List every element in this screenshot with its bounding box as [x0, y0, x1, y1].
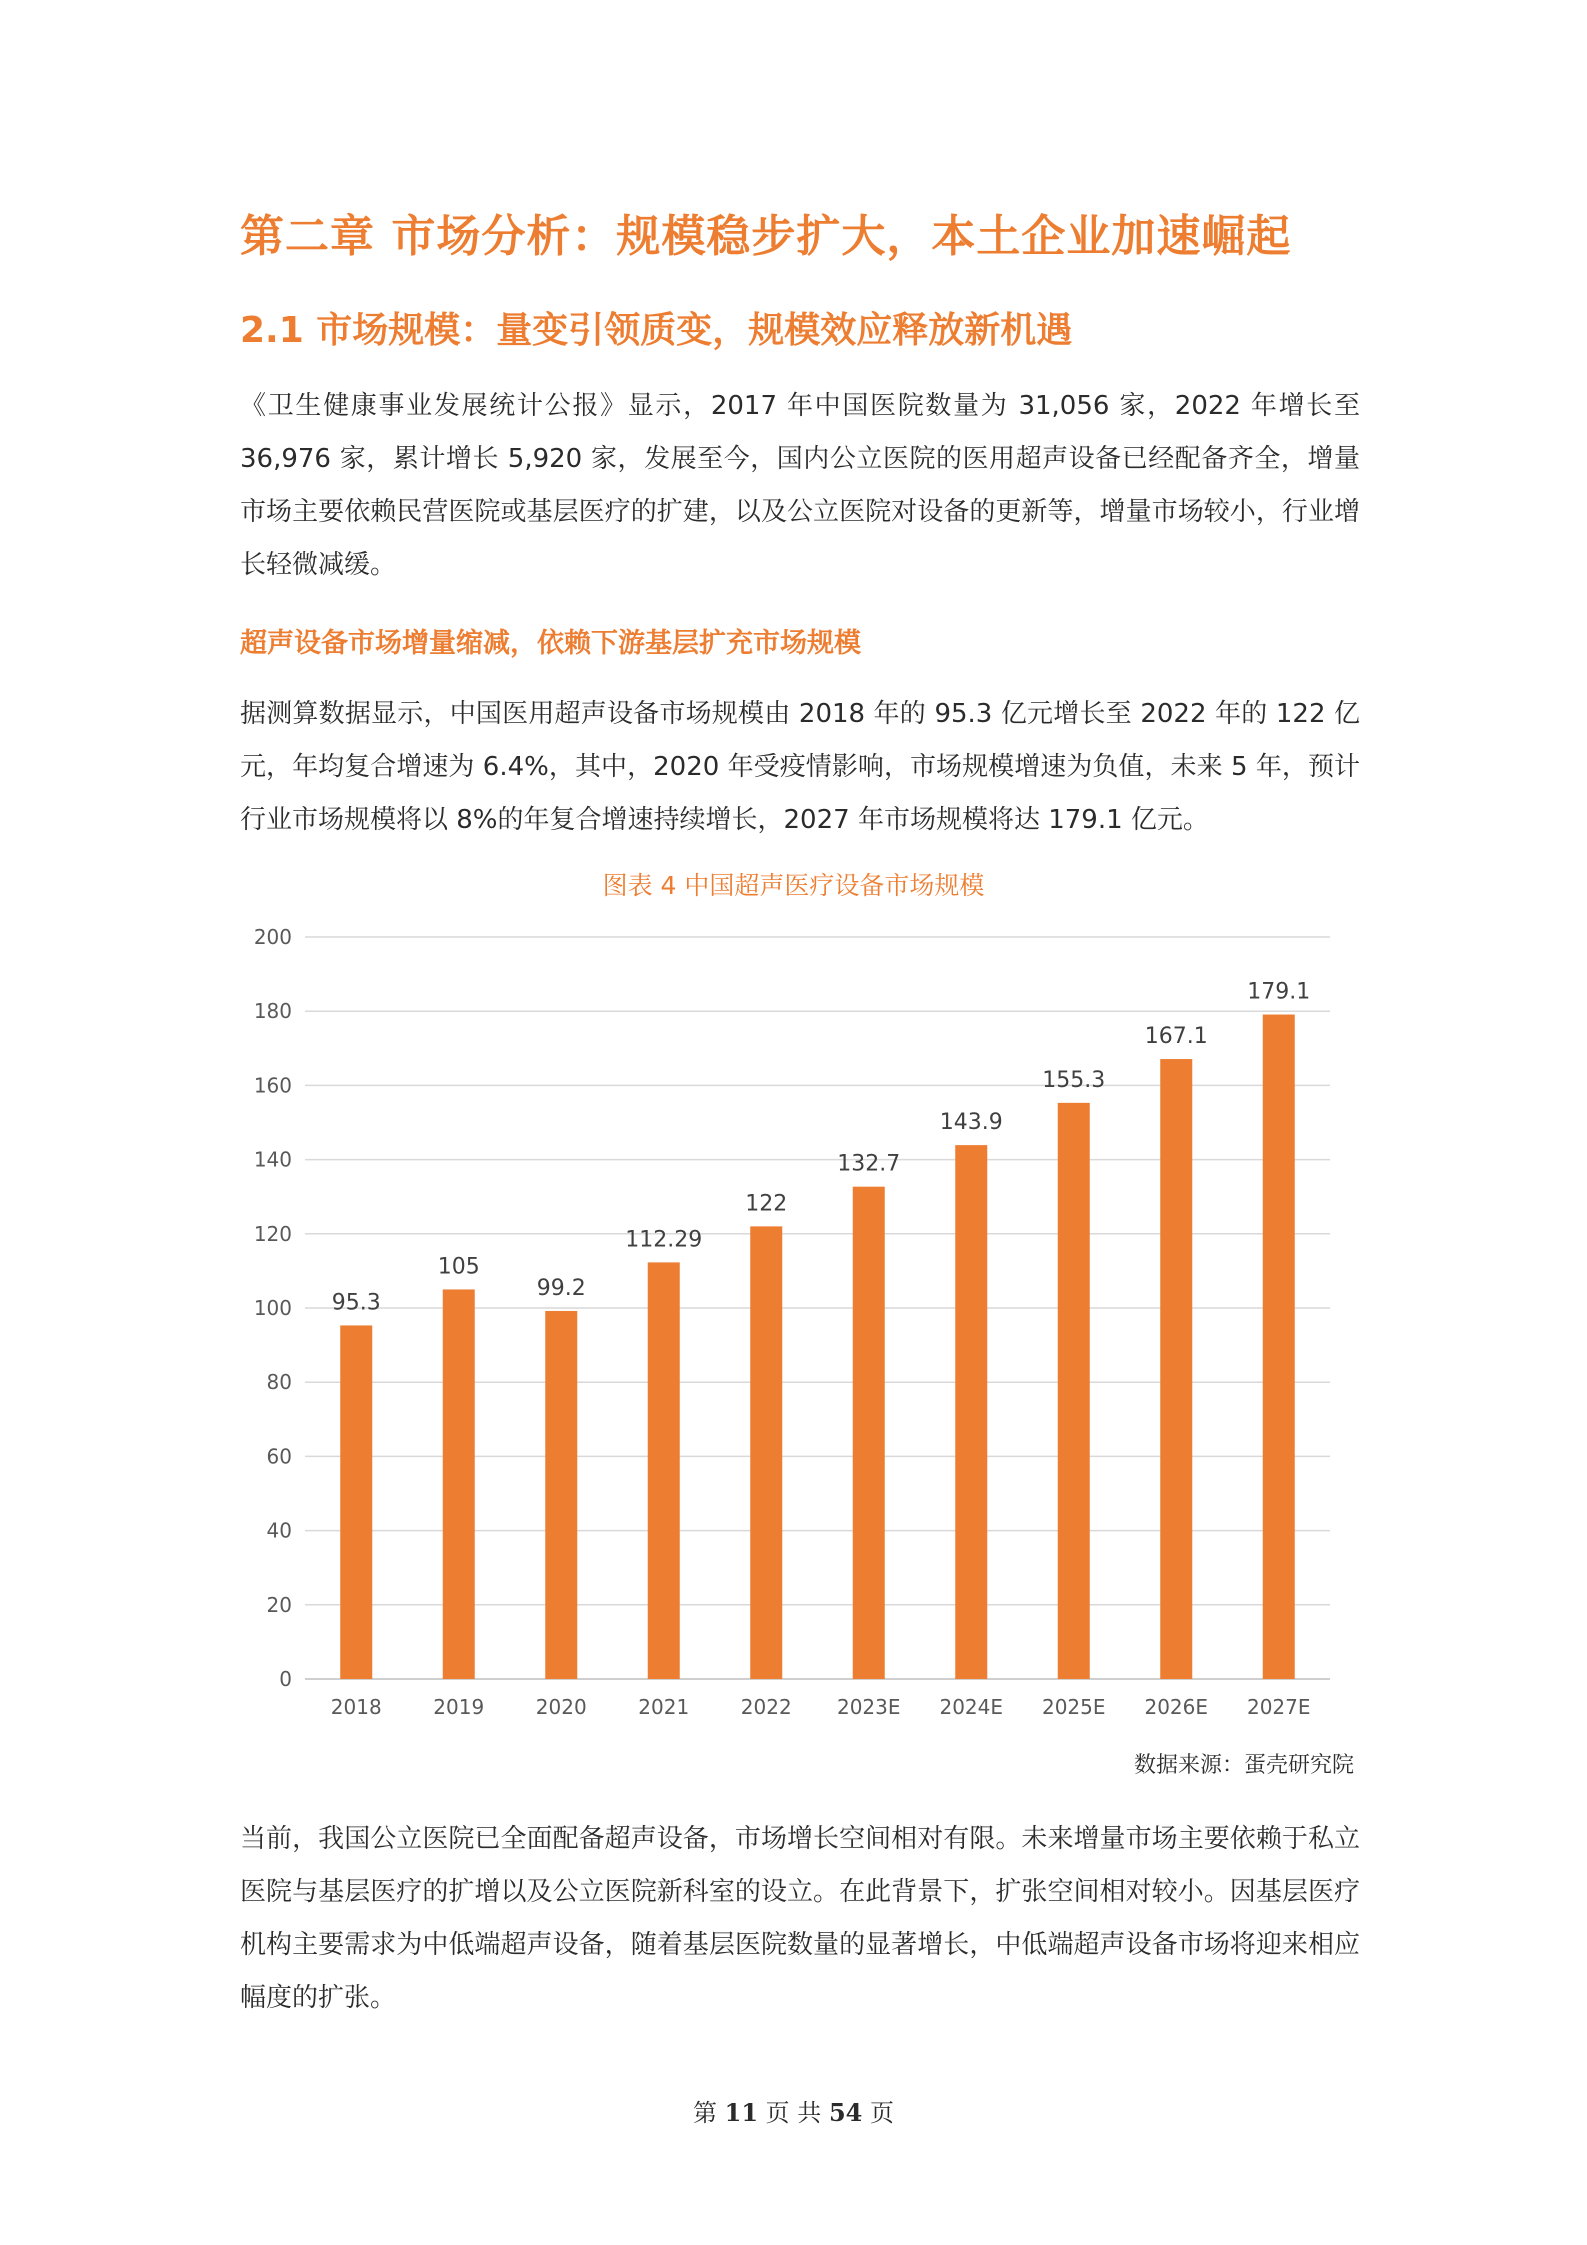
bar-2019	[443, 1289, 475, 1679]
footer-prefix: 第	[692, 2099, 717, 2127]
bar-2022	[750, 1226, 782, 1679]
bar-chart-svg	[230, 910, 1360, 1730]
x-tick-label-2024E: 2024E	[939, 1695, 1004, 1719]
paragraph-estimate	[240, 688, 1360, 847]
bar-2025E	[1058, 1103, 1090, 1679]
x-tick-label-2020: 2020	[535, 1695, 587, 1719]
chart-caption: 图表 4 中国超声医疗设备市场规模	[602, 871, 985, 900]
data-label-2020: 99.2	[536, 1275, 586, 1301]
data-label-2021: 112.29	[625, 1227, 703, 1253]
y-tick-label-40: 40	[266, 1518, 292, 1543]
y-tick-label-20: 20	[266, 1592, 292, 1617]
y-tick-label-160: 160	[253, 1073, 292, 1098]
data-label-2023E: 132.7	[837, 1151, 901, 1177]
data-label-2024E: 143.9	[939, 1110, 1003, 1136]
x-tick-label-2023E: 2023E	[836, 1695, 901, 1719]
x-tick-label-2021: 2021	[638, 1695, 690, 1719]
paragraph-intro-text: 《卫生健康事业发展统计公报》显示，2017 年中国医院数量为 31,056 家，2022 年增长至 36,976 家，累计增长 5,920 家，发展至今，国内公立医院的医用超声设备已经配备齐全，增量市场主要依赖民营医院或基层医疗的扩建，以及公立医院对设备的更新等，增量市场较小，行业增长轻微减缓。	[240, 391, 1360, 580]
paragraph-outlook	[240, 1813, 1360, 2025]
data-label-2018: 95.3	[331, 1290, 381, 1316]
footer-suffix: 页	[870, 2099, 894, 2127]
bar-2020	[545, 1311, 577, 1679]
bar-2021	[648, 1262, 680, 1679]
section-title: 2.1 市场规模：量变引领质变，规模效应释放新机遇	[240, 310, 1073, 351]
bar-2023E	[853, 1187, 885, 1679]
x-tick-label-2027E: 2027E	[1246, 1695, 1311, 1719]
data-label-2027E: 179.1	[1247, 979, 1311, 1005]
x-tick-label-2022: 2022	[740, 1695, 792, 1719]
bar-2024E	[955, 1145, 987, 1679]
footer-page-number: 11	[724, 2098, 759, 2127]
paragraph-intro	[240, 380, 1360, 592]
y-tick-label-140: 140	[253, 1147, 292, 1172]
y-tick-label-0: 0	[279, 1667, 292, 1691]
x-tick-label-2026E: 2026E	[1144, 1695, 1209, 1719]
data-label-2026E: 167.1	[1144, 1024, 1208, 1050]
y-tick-label-120: 120	[253, 1221, 292, 1246]
paragraph-estimate-text: 据测算数据显示，中国医用超声设备市场规模由 2018 年的 95.3 亿元增长至 2022 年的 122 亿元，年均复合增速为 6.4%，其中，2020 年受疫情影响，市场规模增速为负值，未来 5 年，预计行业市场规模将以 8%的年复合增速持续增长，2027 年市场规模将达 179.1 亿元。	[240, 699, 1360, 835]
bar-2018	[340, 1325, 372, 1679]
subheading: 超声设备市场增量缩减，依赖下游基层扩充市场规模	[240, 628, 861, 659]
data-label-2019: 105	[437, 1254, 480, 1280]
x-tick-label-2018: 2018	[330, 1695, 382, 1719]
bar-2027E	[1263, 1015, 1295, 1679]
paragraph-outlook-text: 当前，我国公立医院已全面配备超声设备，市场增长空间相对有限。未来增量市场主要依赖于私立医院与基层医疗的扩增以及公立医院新科室的设立。在此背景下，扩张空间相对较小。因基层医疗机构主要需求为中低端超声设备，随着基层医院数量的显著增长，中低端超声设备市场将迎来相应幅度的扩张。	[240, 1824, 1360, 2013]
footer-middle: 页 共	[765, 2099, 822, 2127]
y-tick-label-60: 60	[266, 1444, 292, 1469]
data-label-2022: 122	[745, 1191, 788, 1217]
source-note: 数据来源：蛋壳研究院	[1133, 1753, 1354, 1778]
data-label-2025E: 155.3	[1042, 1067, 1106, 1093]
page-footer	[0, 2093, 1587, 2128]
y-tick-label-100: 100	[253, 1296, 292, 1320]
bar-2026E	[1160, 1059, 1192, 1679]
x-tick-label-2025E: 2025E	[1041, 1695, 1106, 1719]
y-tick-label-80: 80	[266, 1370, 292, 1395]
bar-chart	[230, 910, 1360, 1730]
y-tick-label-180: 180	[253, 999, 292, 1024]
footer-total-pages: 54	[828, 2098, 863, 2127]
chapter-title: 第二章 市场分析：规模稳步扩大，本土企业加速崛起	[240, 211, 1292, 262]
y-tick-label-200: 200	[253, 925, 292, 949]
x-tick-label-2019: 2019	[433, 1695, 485, 1719]
